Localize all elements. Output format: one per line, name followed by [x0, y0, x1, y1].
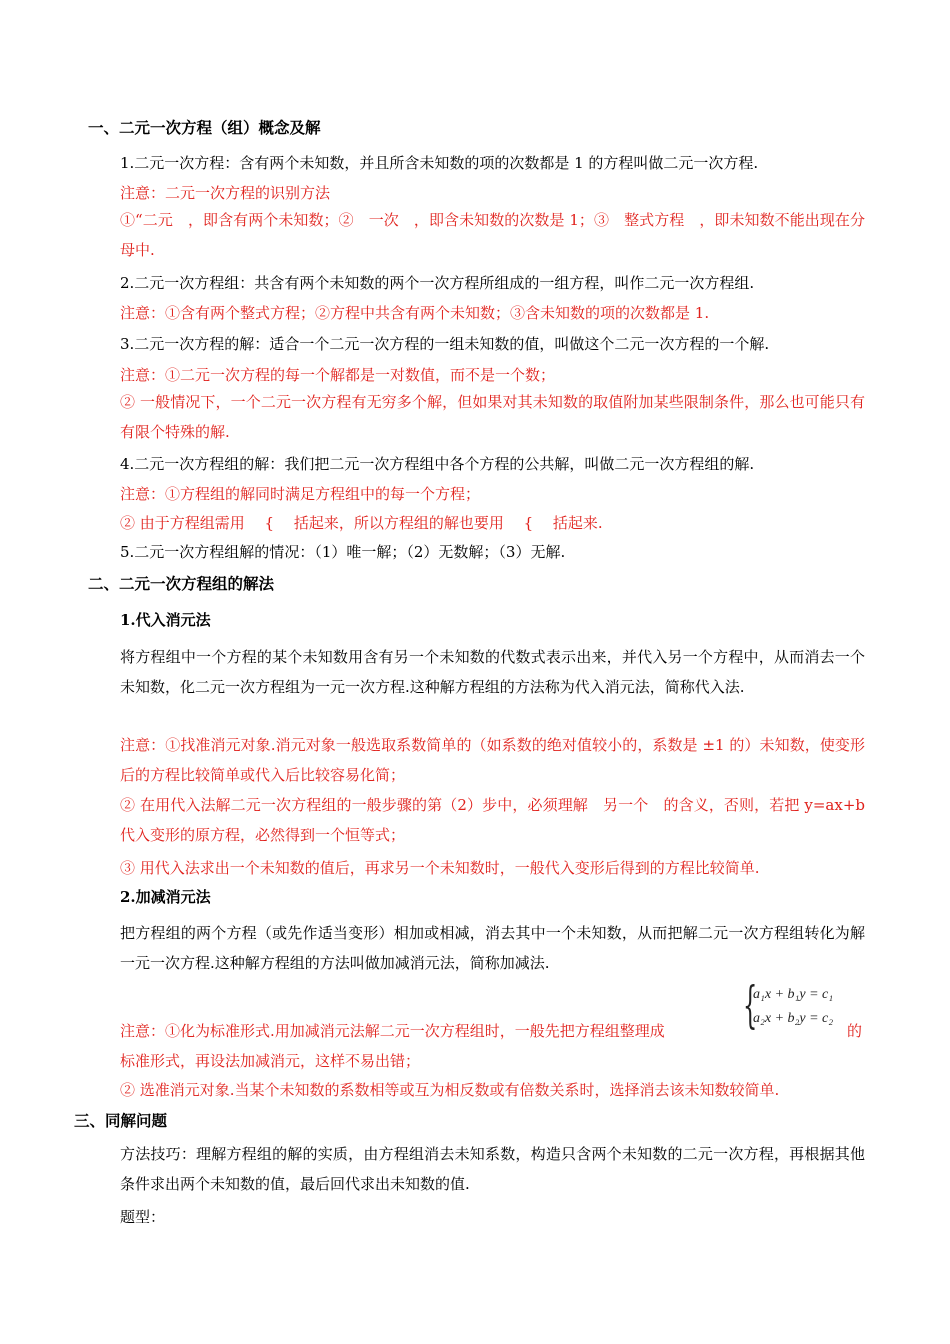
method-2-body: 把方程组的两个方程（或先作适当变形）相加或相减，消去其中一个未知数，从而把解二元一次方程组转化为解一元一次方程.这种解方程组的方法叫做加减消元法，简称加减法. — [120, 924, 865, 972]
method-1-body: 将方程组中一个方程的某个未知数用含有另一个未知数的代数式表示出来，并代入另一个方程中，从而消去一个未知数，化二元一次方程组为一元一次方程.这种解方程组的方法称为代入消元法，简称代入法. — [120, 648, 865, 696]
method-2-title: 2.加减消元法 — [120, 888, 211, 906]
s3-body: 方法技巧：理解方程组的解的实质，由方程组消去未知系数，构造只含两个未知数的二元一次方程，再根据其他条件求出两个未知数的值，最后回代求出未知数的值. — [120, 1145, 865, 1193]
s1-note-3b: ② 一般情况下，一个二元一次方程有无穷多个解，但如果对其未知数的取值附加某些限制条件，那么也可能只有有限个特殊的解. — [120, 393, 865, 441]
method-2-note-1b: 的 — [847, 1022, 863, 1040]
method-2-note-1a: 注意：①化为标准形式.用加减消元法解二元一次方程组时，一般先把方程组整理成 — [120, 1022, 665, 1040]
equation-system — [743, 976, 845, 1036]
s1-note-1-title: 注意：二元一次方程的识别方法 — [120, 184, 331, 202]
section-3-title: 三、同解问题 — [74, 1111, 168, 1130]
equation-1: a₁x + b₁y = c₁ — [753, 987, 834, 1002]
s1-note-4a: 注意：①方程组的解同时满足方程组中的每一个方程； — [120, 485, 481, 503]
s1-note-4b: ② 由于方程组需用 { 括起来，所以方程组的解也要用 { 括起来. — [120, 514, 603, 532]
method-2-note-1c: 标准形式，再设法加减消元，这样不易出错； — [120, 1052, 421, 1070]
method-1-note-2: ② 在用代入法解二元一次方程组的一般步骤的第（2）步中，必须理解 另一个 的含义，否则，若把 y=ax+b 代入变形的原方程，必然得到一个恒等式； — [120, 796, 865, 844]
method-1-title: 1.代入消元法 — [120, 611, 211, 629]
s1-note-1-body: ①“二元 ，即含有两个未知数；② 一次 ，即含未知数的次数是 1；③ 整式方程 ，即未知数不能出现在分母中. — [120, 211, 865, 259]
s1-paragraph-4: 4.二元一次方程组的解：我们把二元一次方程组中各个方程的公共解，叫做二元一次方程组的解. — [120, 455, 755, 473]
s1-paragraph-3: 3.二元一次方程的解：适合一个二元一次方程的一组未知数的值，叫做这个二元一次方程的一个解. — [120, 335, 770, 353]
method-1-note-3: ③ 用代入法求出一个未知数的值后，再求另一个未知数时，一般代入变形后得到的方程比较简单. — [120, 859, 760, 877]
s3-types-label: 题型： — [120, 1208, 166, 1226]
section-1-title: 一、二元一次方程（组）概念及解 — [88, 118, 321, 137]
s1-note-2: 注意：①含有两个整式方程；②方程中共含有两个未知数；③含未知数的项的次数都是 1. — [120, 304, 710, 322]
s1-paragraph-2: 2.二元一次方程组：共含有两个未知数的两个一次方程所组成的一组方程，叫作二元一次方程组. — [120, 274, 755, 292]
equation-2: a₂x + b₂y = c₂ — [753, 1011, 834, 1026]
s1-note-3a: 注意：①二元一次方程的每一个解都是一对数值，而不是一个数； — [120, 366, 556, 384]
left-brace-symbol: { — [743, 976, 758, 1034]
s1-paragraph-5: 5.二元一次方程组解的情况：（1）唯一解；（2）无数解；（3）无解. — [120, 543, 566, 561]
s1-paragraph-1: 1.二元一次方程：含有两个未知数，并且所含未知数的项的次数都是 1 的方程叫做二元一次方程. — [120, 154, 759, 172]
method-2-note-2: ② 选准消元对象.当某个未知数的系数相等或互为相反数或有倍数关系时，选择消去该未知数较简单. — [120, 1081, 780, 1099]
method-1-note-1: 注意：①找准消元对象.消元对象一般选取系数简单的（如系数的绝对值较小的，系数是 ±1 的）未知数，使变形后的方程比较简单或代入后比较容易化简； — [120, 736, 865, 784]
section-2-title: 二、二元一次方程组的解法 — [88, 574, 275, 593]
